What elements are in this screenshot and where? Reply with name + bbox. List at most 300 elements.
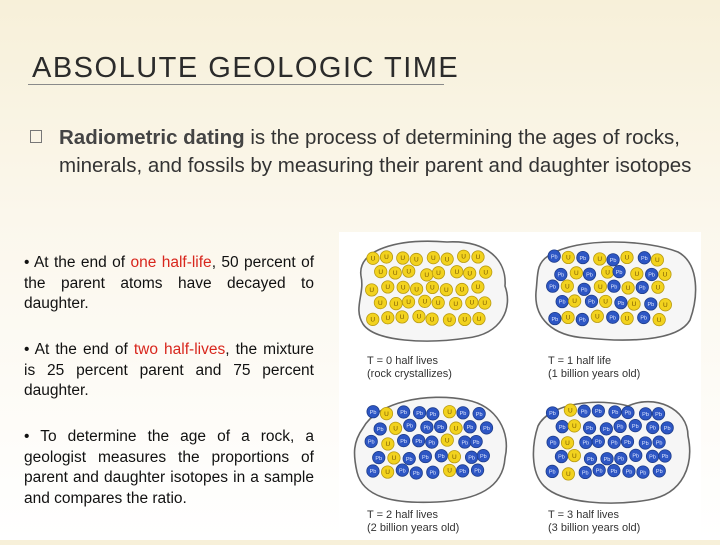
svg-text:U: U <box>444 256 450 264</box>
parent-atom-u <box>568 295 580 307</box>
parent-atom-u <box>441 253 453 265</box>
parent-atom-u <box>594 280 606 292</box>
svg-text:U: U <box>384 410 389 418</box>
parent-atom-u <box>389 267 401 279</box>
svg-text:Pb: Pb <box>369 409 377 416</box>
svg-text:Pb: Pb <box>412 471 420 478</box>
daughter-atom-pb <box>585 295 597 307</box>
parent-atom-u <box>410 283 422 295</box>
daughter-atom-pb <box>661 422 673 434</box>
panel-age-label: (1 billion years old) <box>548 368 641 380</box>
svg-text:Pb: Pb <box>655 469 663 476</box>
svg-text:U: U <box>453 300 459 308</box>
parent-atom-u <box>659 268 671 280</box>
paragraph-determine-age <box>24 427 314 509</box>
main-bullet-text <box>59 124 709 180</box>
svg-text:U: U <box>564 283 570 291</box>
svg-text:Pb: Pb <box>649 454 656 461</box>
paragraph-text: , the mixture is 25 percent parent and 75 percent daughter. <box>24 341 314 399</box>
parent-atom-u <box>562 311 574 323</box>
parent-atom-u <box>601 266 613 278</box>
parent-atom-u <box>479 266 491 278</box>
svg-text:U: U <box>461 253 466 261</box>
parent-atom-u <box>621 312 633 324</box>
parent-atom-u <box>591 310 603 322</box>
daughter-atom-pb <box>374 423 386 435</box>
svg-text:Pb: Pb <box>400 438 408 445</box>
svg-text:Pb: Pb <box>466 424 474 431</box>
svg-text:U: U <box>475 254 481 262</box>
svg-text:Pb: Pb <box>479 453 487 460</box>
svg-text:U: U <box>655 284 661 292</box>
highlight-term: one half-life <box>130 254 212 271</box>
daughter-atom-pb <box>471 464 483 476</box>
svg-text:Pb: Pb <box>617 300 625 307</box>
daughter-atom-pb <box>580 436 592 448</box>
daughter-atom-pb <box>653 465 665 477</box>
svg-text:Pb: Pb <box>586 426 593 433</box>
daughter-atom-pb <box>653 436 665 448</box>
keyword-radiometric-dating: Radiometric dating <box>59 126 245 149</box>
svg-text:Pb: Pb <box>475 411 483 418</box>
parent-atom-u <box>365 284 377 296</box>
daughter-atom-pb <box>477 449 489 461</box>
svg-text:Pb: Pb <box>549 411 556 418</box>
parent-atom-u <box>410 253 422 265</box>
svg-text:Pb: Pb <box>631 423 639 430</box>
half-life-panel <box>536 242 696 380</box>
svg-text:U: U <box>483 269 489 277</box>
daughter-atom-pb <box>621 435 633 447</box>
svg-text:U: U <box>393 300 399 308</box>
svg-text:Pb: Pb <box>428 440 436 447</box>
svg-text:U: U <box>568 407 573 415</box>
parent-atom-u <box>374 296 386 308</box>
parent-atom-u <box>367 313 379 325</box>
daughter-atom-pb <box>403 452 415 464</box>
svg-text:Pb: Pb <box>610 468 618 475</box>
parent-atom-u <box>594 253 606 265</box>
svg-text:Pb: Pb <box>549 440 557 447</box>
svg-text:U: U <box>625 285 631 293</box>
parent-atom-u <box>397 252 409 264</box>
daughter-atom-pb <box>645 298 657 310</box>
daughter-atom-pb <box>459 436 471 448</box>
daughter-atom-pb <box>464 421 476 433</box>
svg-text:Pb: Pb <box>617 456 625 463</box>
svg-text:Pb: Pb <box>624 410 632 417</box>
svg-text:U: U <box>414 286 419 294</box>
svg-text:U: U <box>429 316 435 324</box>
daughter-atom-pb <box>613 265 625 277</box>
svg-text:Pb: Pb <box>483 426 490 433</box>
svg-text:U: U <box>399 314 405 322</box>
daughter-atom-pb <box>608 436 620 448</box>
svg-text:Pb: Pb <box>610 440 618 447</box>
svg-text:U: U <box>436 269 441 277</box>
parent-atom-u <box>621 251 633 263</box>
parent-atom-u <box>472 281 484 293</box>
svg-text:Pb: Pb <box>640 315 648 322</box>
svg-text:Pb: Pb <box>558 424 566 431</box>
svg-text:Pb: Pb <box>578 317 586 324</box>
parent-atom-u <box>382 438 394 450</box>
title-underline <box>28 84 444 85</box>
parent-atom-u <box>457 250 469 262</box>
daughter-atom-pb <box>457 407 469 419</box>
svg-text:Pb: Pb <box>376 427 384 434</box>
daughter-atom-pb <box>600 423 612 435</box>
svg-text:Pb: Pb <box>582 440 590 447</box>
svg-text:Pb: Pb <box>548 469 556 476</box>
parent-atom-u <box>419 295 431 307</box>
daughter-atom-pb <box>456 465 468 477</box>
daughter-atom-pb <box>579 466 591 478</box>
parent-atom-u <box>380 407 392 419</box>
svg-text:U: U <box>624 315 630 323</box>
svg-text:U: U <box>565 440 570 448</box>
paragraph-text: • To determine the age of a rock, a geologist measures the proportions of parent and daughter isotopes in a sample and compares the ratio. <box>24 428 314 507</box>
daughter-atom-pb <box>578 405 590 417</box>
svg-text:Pb: Pb <box>632 453 640 460</box>
daughter-atom-pb <box>435 450 447 462</box>
svg-text:Pb: Pb <box>579 255 587 262</box>
svg-text:Pb: Pb <box>580 409 588 416</box>
daughter-atom-pb <box>546 280 558 292</box>
svg-text:Pb: Pb <box>581 470 589 477</box>
parent-atom-u <box>390 297 402 309</box>
parent-atom-u <box>466 296 478 308</box>
daughter-atom-pb <box>548 250 560 262</box>
daughter-atom-pb <box>659 450 671 462</box>
daughter-atom-pb <box>639 437 651 449</box>
daughter-atom-pb <box>646 421 658 433</box>
parent-atom-u <box>397 281 409 293</box>
parent-atom-u <box>599 295 611 307</box>
svg-text:Pb: Pb <box>647 302 655 309</box>
svg-text:U: U <box>462 316 468 324</box>
svg-text:Pb: Pb <box>580 287 588 294</box>
parent-atom-u <box>367 252 379 264</box>
daughter-atom-pb <box>365 435 377 447</box>
svg-text:Pb: Pb <box>429 412 437 419</box>
daughter-atom-pb <box>470 435 482 447</box>
svg-text:Pb: Pb <box>551 316 559 323</box>
daughter-atom-pb <box>426 436 438 448</box>
svg-text:Pb: Pb <box>661 454 669 461</box>
svg-text:Pb: Pb <box>603 456 611 463</box>
svg-text:Pb: Pb <box>594 439 602 446</box>
main-bullet-body: is the process of determining the ages of rocks, minerals, and fossils by measuring their parent and daughter isotopes <box>59 126 692 177</box>
parent-atom-u <box>473 312 485 324</box>
parent-atom-u <box>426 281 438 293</box>
svg-text:U: U <box>572 298 578 306</box>
daughter-atom-pb <box>636 281 648 293</box>
parent-atom-u <box>479 297 491 309</box>
svg-text:U: U <box>447 467 452 475</box>
daughter-atom-pb <box>652 408 664 420</box>
parent-atom-u <box>432 296 444 308</box>
svg-text:U: U <box>605 269 610 277</box>
daughter-atom-pb <box>615 452 627 464</box>
parent-atom-u <box>402 296 414 308</box>
slide-title: ABSOLUTE GEOLOGIC TIME <box>32 52 460 84</box>
paragraph-text: , 50 percent of the parent atoms have decayed to daughter. <box>24 254 315 312</box>
daughter-atom-pb <box>614 420 626 432</box>
daughter-atom-pb <box>413 407 425 419</box>
paragraph-one-half-life <box>24 253 314 315</box>
svg-text:Pb: Pb <box>655 440 663 447</box>
parent-atom-u <box>441 434 453 446</box>
daughter-atom-pb <box>546 407 558 419</box>
half-life-panel <box>355 397 507 534</box>
svg-text:U: U <box>400 255 406 263</box>
daughter-atom-pb <box>556 295 568 307</box>
daughter-atom-pb <box>427 408 439 420</box>
daughter-atom-pb <box>546 465 558 477</box>
svg-text:Pb: Pb <box>639 470 647 477</box>
svg-text:Pb: Pb <box>558 299 566 306</box>
paragraph-two-half-lives <box>24 340 314 402</box>
svg-text:Pb: Pb <box>610 284 618 291</box>
daughter-atom-pb <box>583 422 595 434</box>
daughter-atom-pb <box>615 296 627 308</box>
svg-text:Pb: Pb <box>472 439 480 446</box>
daughter-atom-pb <box>413 434 425 446</box>
svg-text:U: U <box>475 284 481 292</box>
parent-atom-u <box>389 422 401 434</box>
parent-atom-u <box>651 254 663 266</box>
parent-atom-u <box>472 251 484 263</box>
svg-text:U: U <box>598 283 603 291</box>
svg-text:Pb: Pb <box>588 299 595 306</box>
svg-text:U: U <box>571 423 577 431</box>
svg-text:U: U <box>624 254 630 262</box>
svg-text:Pb: Pb <box>437 424 444 431</box>
svg-text:Pb: Pb <box>459 411 467 418</box>
panel-age-label: (3 billion years old) <box>548 522 641 534</box>
svg-text:Pb: Pb <box>429 470 437 477</box>
svg-text:U: U <box>431 254 436 262</box>
panel-time-label: T = 1 half life <box>548 355 612 367</box>
svg-text:U: U <box>662 301 668 309</box>
svg-text:Pb: Pb <box>416 410 423 417</box>
svg-text:U: U <box>422 298 428 306</box>
panel-time-label: T = 0 half lives <box>367 355 439 367</box>
svg-text:U: U <box>566 471 571 479</box>
svg-text:U: U <box>482 300 488 308</box>
half-life-diagram <box>339 232 701 540</box>
parent-atom-u <box>380 251 392 263</box>
svg-text:Pb: Pb <box>609 315 617 322</box>
svg-text:U: U <box>447 317 452 325</box>
svg-text:Pb: Pb <box>422 454 429 461</box>
daughter-atom-pb <box>410 467 422 479</box>
parent-atom-u <box>450 422 462 434</box>
svg-text:U: U <box>571 452 577 460</box>
panel-time-label: T = 2 half lives <box>367 509 439 521</box>
parent-atom-u <box>374 265 386 277</box>
parent-atom-u <box>443 314 455 326</box>
svg-text:Pb: Pb <box>405 456 413 463</box>
svg-text:U: U <box>385 441 391 449</box>
parent-atom-u <box>388 452 400 464</box>
svg-text:U: U <box>453 425 459 433</box>
daughter-atom-pb <box>645 268 657 280</box>
svg-text:Pb: Pb <box>648 272 656 279</box>
daughter-atom-pb <box>480 422 492 434</box>
daughter-atom-pb <box>638 252 650 264</box>
parent-atom-u <box>561 280 573 292</box>
svg-text:U: U <box>384 254 389 262</box>
parent-atom-u <box>448 450 460 462</box>
svg-text:U: U <box>573 270 579 278</box>
parent-atom-u <box>562 251 574 263</box>
daughter-atom-pb <box>592 435 604 447</box>
svg-text:Pb: Pb <box>474 468 481 475</box>
svg-text:Pb: Pb <box>400 410 408 417</box>
svg-text:U: U <box>406 299 411 307</box>
svg-text:Pb: Pb <box>611 410 619 417</box>
svg-text:Pb: Pb <box>415 438 423 445</box>
svg-text:U: U <box>430 284 435 292</box>
daughter-atom-pb <box>637 466 649 478</box>
parent-atom-u <box>443 464 455 476</box>
daughter-atom-pb <box>367 405 379 417</box>
daughter-atom-pb <box>623 465 635 477</box>
svg-text:U: U <box>385 284 391 292</box>
svg-text:U: U <box>444 437 450 445</box>
panel-age-label: (2 billion years old) <box>367 522 460 534</box>
parent-atom-u <box>382 312 394 324</box>
parent-atom-u <box>450 297 462 309</box>
daughter-atom-pb <box>421 421 433 433</box>
svg-text:U: U <box>565 314 571 322</box>
svg-text:U: U <box>655 257 660 265</box>
svg-text:U: U <box>454 268 460 276</box>
svg-text:Pb: Pb <box>369 469 377 476</box>
svg-text:U: U <box>370 255 376 263</box>
svg-text:Pb: Pb <box>655 411 662 418</box>
svg-text:U: U <box>603 298 608 306</box>
daughter-atom-pb <box>396 464 408 476</box>
parent-atom-u <box>421 269 433 281</box>
svg-text:Pb: Pb <box>640 255 648 262</box>
parent-atom-u <box>432 267 444 279</box>
daughter-atom-pb <box>556 420 568 432</box>
parent-atom-u <box>382 281 394 293</box>
parent-atom-u <box>443 405 455 417</box>
parent-atom-u <box>413 310 425 322</box>
svg-text:U: U <box>378 299 383 307</box>
svg-text:U: U <box>435 299 441 307</box>
svg-text:U: U <box>452 453 457 461</box>
parent-atom-u <box>622 282 634 294</box>
parent-atom-u <box>403 265 415 277</box>
daughter-atom-pb <box>609 406 621 418</box>
svg-text:Pb: Pb <box>375 455 383 462</box>
daughter-atom-pb <box>646 450 658 462</box>
daughter-atom-pb <box>638 311 650 323</box>
daughter-atom-pb <box>473 407 485 419</box>
parent-atom-u <box>631 268 643 280</box>
svg-text:Pb: Pb <box>609 258 617 265</box>
svg-text:Pb: Pb <box>616 424 624 431</box>
daughter-atom-pb <box>608 464 620 476</box>
parent-atom-u <box>427 251 439 263</box>
parent-atom-u <box>426 313 438 325</box>
svg-text:U: U <box>631 301 637 309</box>
svg-text:Pb: Pb <box>558 454 565 461</box>
parent-atom-u <box>459 313 471 325</box>
daughter-atom-pb <box>607 311 619 323</box>
parent-atom-u <box>568 449 580 461</box>
daughter-atom-pb <box>583 268 595 280</box>
daughter-atom-pb <box>367 465 379 477</box>
daughter-atom-pb <box>607 254 619 266</box>
svg-text:Pb: Pb <box>549 284 557 291</box>
svg-text:U: U <box>393 425 398 433</box>
svg-text:U: U <box>391 455 397 463</box>
paragraph-text: • At the end of <box>24 341 134 358</box>
daughter-atom-pb <box>373 451 385 463</box>
daughter-atom-pb <box>549 312 561 324</box>
daughter-atom-pb <box>601 452 613 464</box>
svg-text:U: U <box>370 316 376 324</box>
paragraph-text: • At the end of <box>24 254 131 271</box>
parent-atom-u <box>568 420 580 432</box>
daughter-atom-pb <box>592 405 604 417</box>
daughter-atom-pb <box>555 268 567 280</box>
svg-text:Pb: Pb <box>459 469 466 476</box>
svg-text:U: U <box>369 287 375 295</box>
svg-text:U: U <box>385 314 391 322</box>
daughter-atom-pb <box>397 406 409 418</box>
svg-text:Pb: Pb <box>615 269 623 276</box>
svg-text:Pb: Pb <box>367 439 375 446</box>
daughter-atom-pb <box>622 406 634 418</box>
svg-text:Pb: Pb <box>625 469 633 476</box>
svg-text:Pb: Pb <box>663 426 671 433</box>
svg-text:Pb: Pb <box>468 455 475 462</box>
svg-text:U: U <box>634 270 640 278</box>
daughter-atom-pb <box>547 436 559 448</box>
parent-atom-u <box>570 267 582 279</box>
svg-text:U: U <box>416 313 422 321</box>
parent-atom-u <box>381 466 393 478</box>
panel-age-label: (rock crystallizes) <box>367 368 452 380</box>
daughter-atom-pb <box>577 251 589 263</box>
daughter-atom-pb <box>465 451 477 463</box>
svg-text:U: U <box>447 408 452 416</box>
svg-text:U: U <box>385 469 390 477</box>
parent-atom-u <box>463 267 475 279</box>
svg-text:U: U <box>597 256 603 264</box>
svg-text:U: U <box>467 270 473 278</box>
daughter-atom-pb <box>434 420 446 432</box>
half-life-diagram-svg <box>339 232 701 540</box>
svg-text:U: U <box>469 299 475 307</box>
daughter-atom-pb <box>427 466 439 478</box>
parent-atom-u <box>396 311 408 323</box>
svg-text:U: U <box>459 286 465 294</box>
svg-text:Pb: Pb <box>437 453 445 460</box>
svg-text:U: U <box>400 284 406 292</box>
svg-text:U: U <box>443 286 449 294</box>
svg-text:Pb: Pb <box>595 409 602 416</box>
svg-text:U: U <box>378 268 384 276</box>
svg-text:U: U <box>406 268 412 276</box>
